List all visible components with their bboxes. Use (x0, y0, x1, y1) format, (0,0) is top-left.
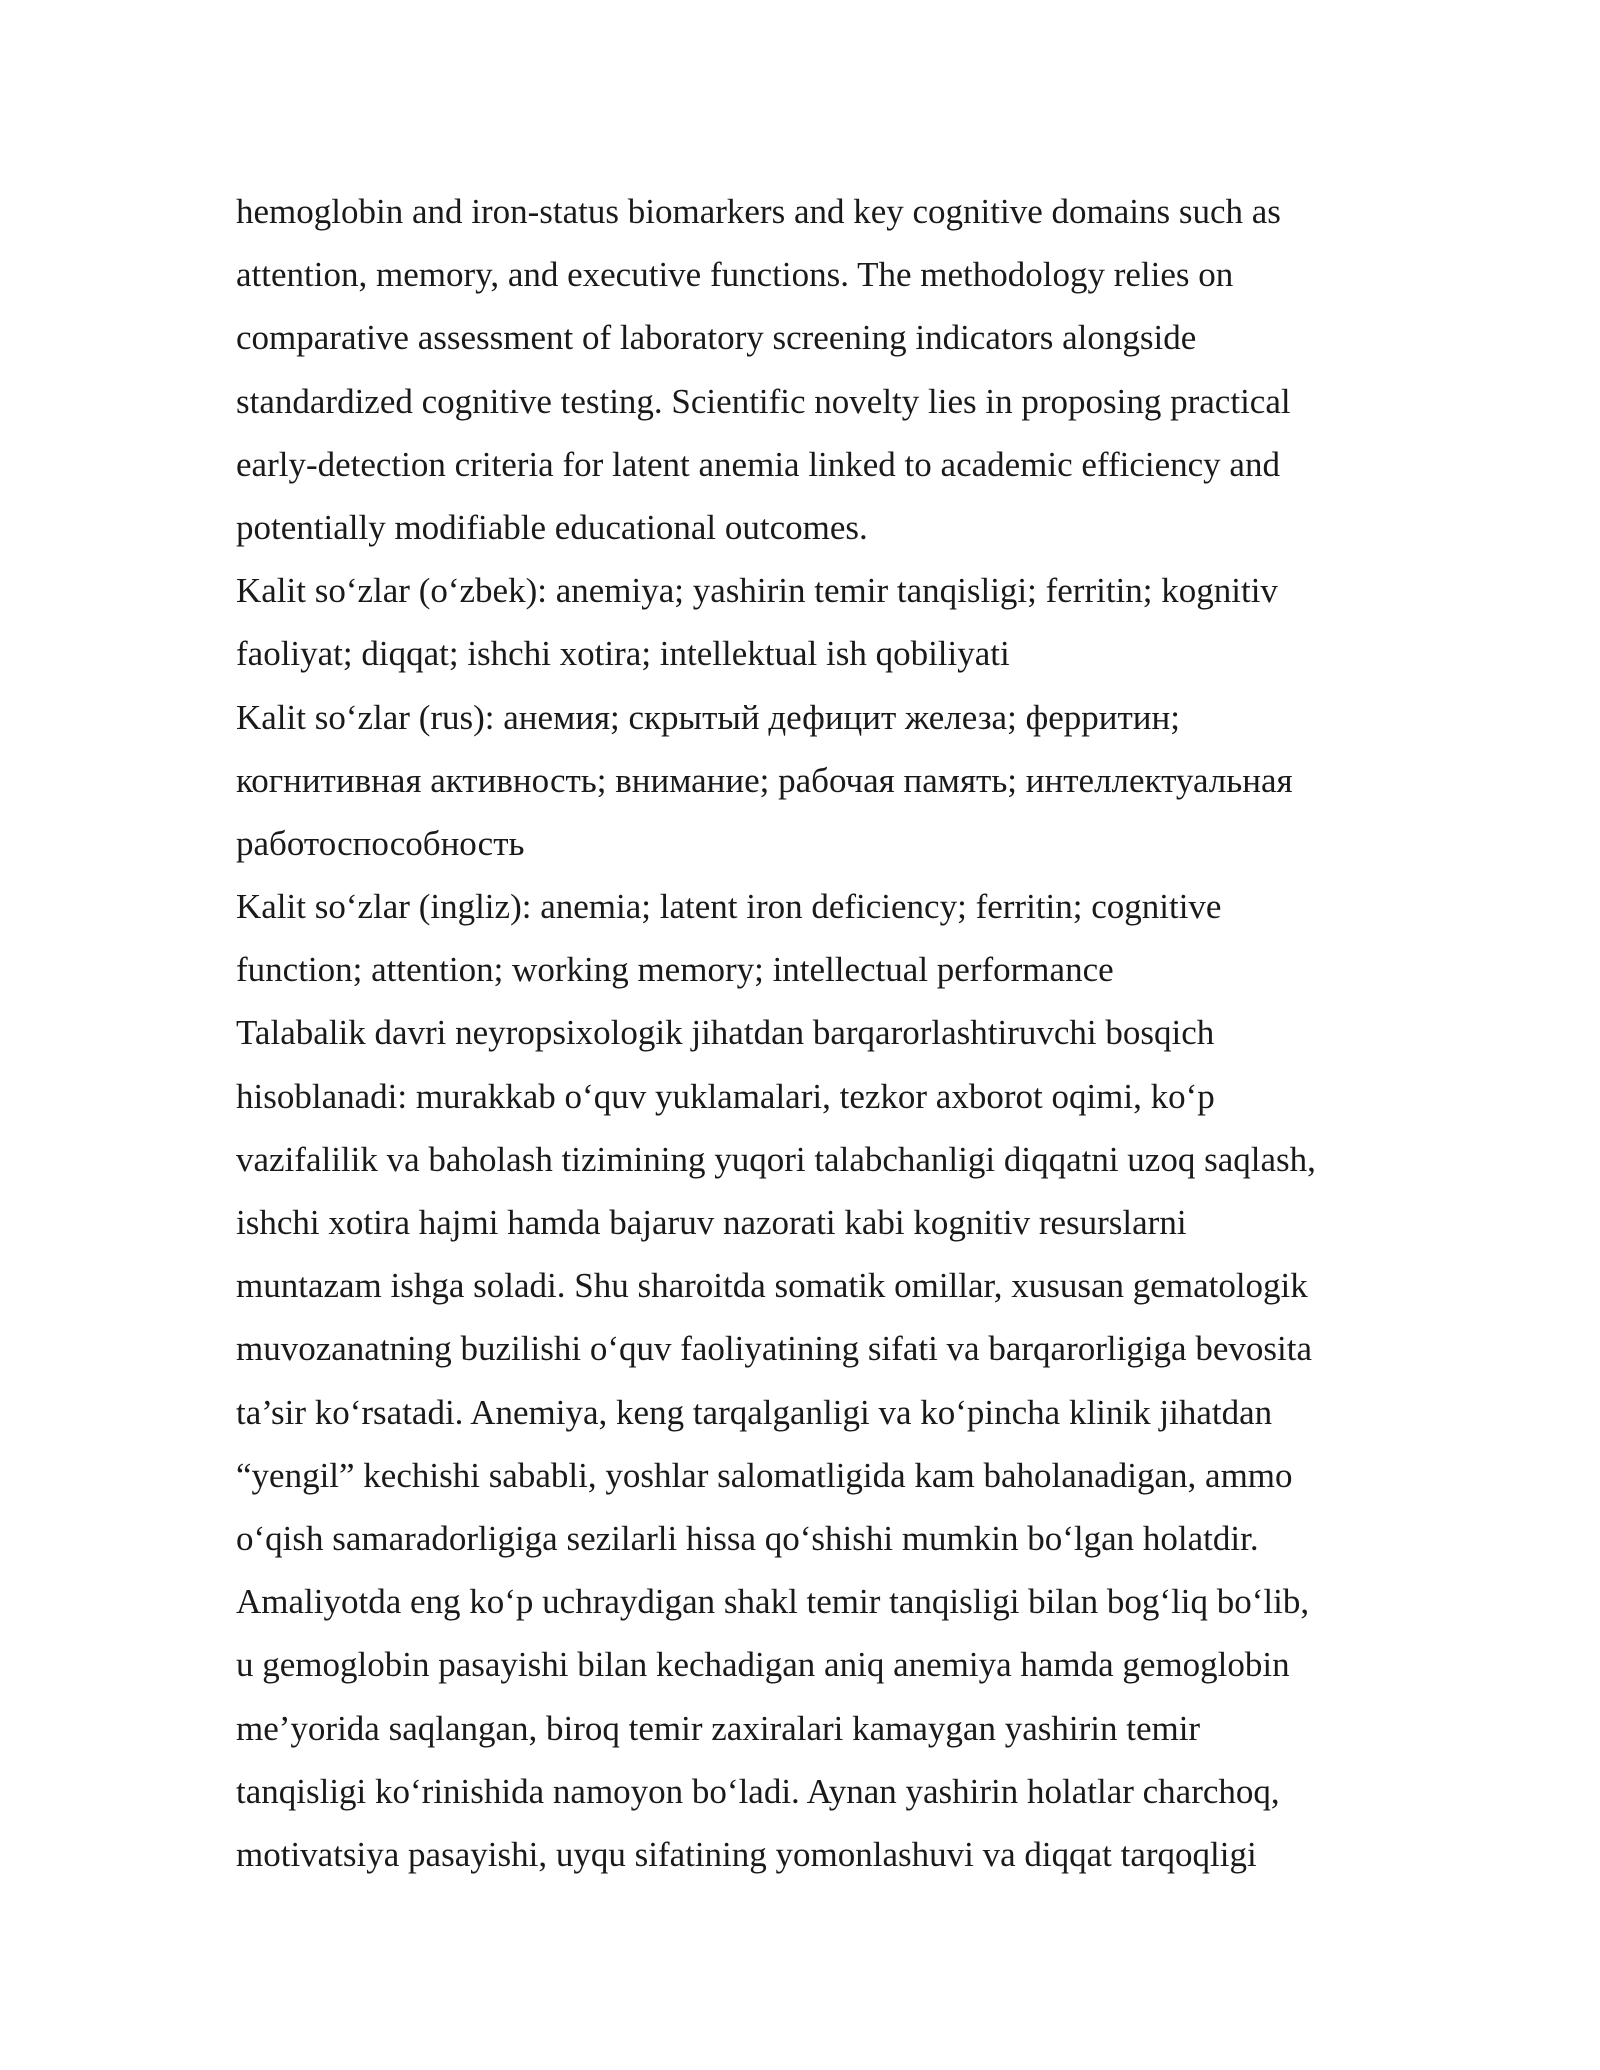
text-line: o‘qish samaradorligiga sezilarli hissa qo‘shishi mumkin bo‘lgan holatdir. (236, 1518, 1259, 1558)
text-line: vazifalilik va baholash tizimining yuqori talabchanligi diqqatni uzoq saqlash, (236, 1139, 1316, 1179)
text-line: potentially modifiable educational outcomes. (236, 507, 868, 547)
keywords-uzbek-line: Kalit so‘zlar (o‘zbek): anemiya; yashirin temir tanqisligi; ferritin; kognitiv (236, 571, 1278, 611)
text-line: comparative assessment of laboratory screening indicators alongside (236, 318, 1197, 358)
text-line: me’yorida saqlangan, biroq temir zaxiralari kamaygan yashirin temir (236, 1708, 1201, 1748)
text-line: ishchi xotira hajmi hamda bajaruv nazorati kabi kognitiv resurslarni (236, 1203, 1187, 1242)
text-line: standardized cognitive testing. Scientific novelty lies in proposing practical (236, 381, 1291, 421)
text-line: hemoglobin and iron-status biomarkers and key cognitive domains such as (236, 192, 1281, 231)
text-line: ta’sir ko‘rsatadi. Anemiya, keng tarqalganligi va ko‘pincha klinik jihatdan (236, 1392, 1273, 1432)
keywords-english-line: Kalit so‘zlar (ingliz): anemia; latent iron deficiency; ferritin; cognitive (236, 887, 1222, 927)
keywords-russian-line: Kalit so‘zlar (rus): анемия; скрытый дефицит железа; ферритин; (236, 697, 1180, 737)
text-line: tanqisligi ko‘rinishida namoyon bo‘ladi. Aynan yashirin holatlar charchoq, (236, 1771, 1280, 1811)
keywords-uzbek-line: faoliyat; diqqat; ishchi xotira; intellektual ish qobiliyati (236, 634, 1010, 674)
text-line: motivatsiya pasayishi, uyqu sifatining yomonlashuvi va diqqat tarqoqligi (236, 1834, 1257, 1874)
text-line: attention, memory, and executive functions. The methodology relies on (236, 255, 1234, 295)
keywords-english-line: function; attention; working memory; intellectual performance (236, 950, 1114, 990)
keywords-russian-line: когнитивная активность; внимание; рабочая память; интеллектуальная (236, 760, 1293, 800)
text-line: muntazam ishga soladi. Shu sharoitda somatik omillar, xususan gematologik (236, 1266, 1308, 1306)
text-line: u gemoglobin pasayishi bilan kechadigan aniq anemiya hamda gemoglobin (236, 1645, 1290, 1685)
text-line: Talabalik davri neyropsixologik jihatdan barqarorlashtiruvchi bosqich (236, 1013, 1215, 1053)
keywords-russian-line: работоспособность (236, 823, 525, 863)
text-line: Amaliyotda eng ko‘p uchraydigan shakl temir tanqisligi bilan bog‘liq bo‘lib, (236, 1582, 1310, 1622)
text-line: “yengil” kechishi sababli, yoshlar salomatligida kam baholanadigan, ammo (236, 1455, 1293, 1495)
body-text (236, 180, 1386, 1886)
text-line: muvozanatning buzilishi o‘quv faoliyatining sifati va barqarorligiga bevosita (236, 1329, 1312, 1369)
text-line: early-detection criteria for latent anemia linked to academic efficiency and (236, 444, 1280, 484)
text-line: hisoblanadi: murakkab o‘quv yuklamalari, tezkor axborot oqimi, ko‘p (236, 1076, 1215, 1116)
